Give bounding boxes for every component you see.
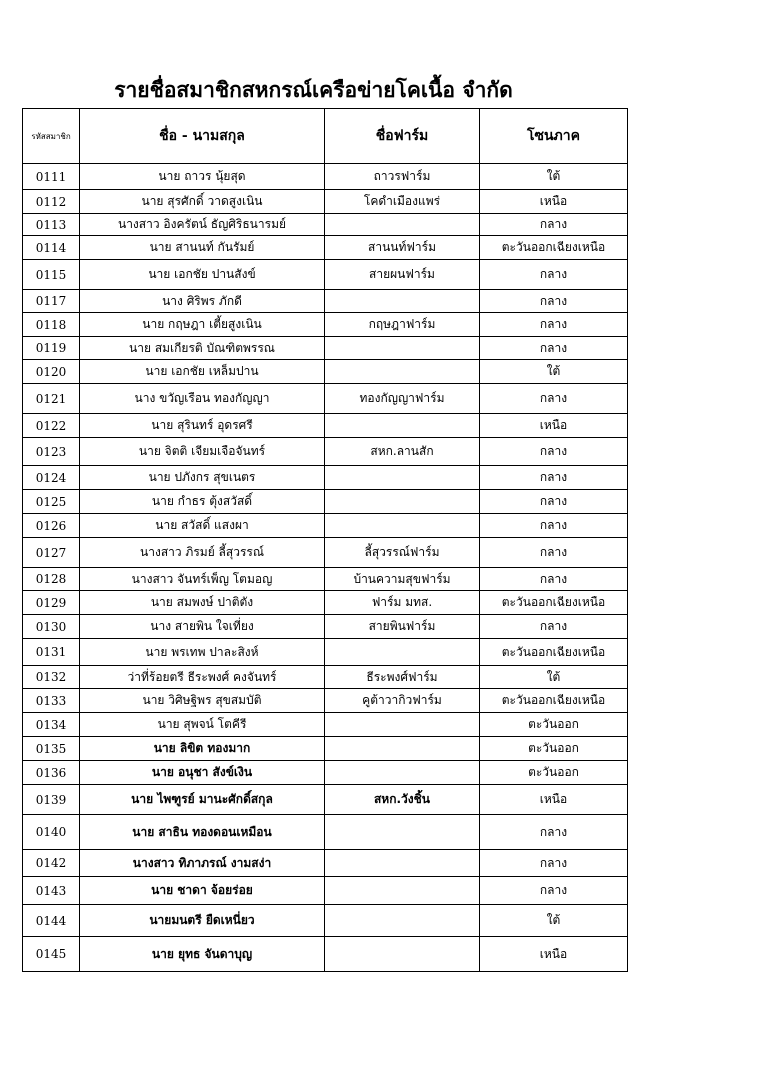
cell-zone: กลาง xyxy=(480,214,628,236)
table-row xyxy=(23,236,628,260)
cell-farm: สหก.วังชิ้น xyxy=(325,785,480,815)
cell-zone: ตะวันออก xyxy=(480,761,628,785)
cell-id: 0129 xyxy=(23,591,80,615)
cell-name: นาง ขวัญเรือน ทองกัญญา xyxy=(80,384,325,414)
cell-farm xyxy=(325,937,480,972)
cell-id: 0132 xyxy=(23,666,80,689)
cell-farm: โคดำเมืองแพร่ xyxy=(325,190,480,214)
cell-zone: กลาง xyxy=(480,384,628,414)
member-table xyxy=(22,108,628,972)
cell-farm xyxy=(325,290,480,313)
table-row xyxy=(23,360,628,384)
cell-farm xyxy=(325,514,480,538)
cell-id: 0144 xyxy=(23,905,80,937)
cell-name: นาง สายพิน ใจเที่ยง xyxy=(80,615,325,639)
cell-farm: คูต้าวากิวฟาร์ม xyxy=(325,689,480,713)
cell-name: นาย ปภังกร สุขเนตร xyxy=(80,466,325,490)
cell-id: 0118 xyxy=(23,313,80,337)
document-title: รายชื่อสมาชิกสหกรณ์เครือข่ายโคเนื้อ จำกัด xyxy=(114,78,513,102)
cell-id: 0127 xyxy=(23,538,80,568)
cell-farm: สานนท์ฟาร์ม xyxy=(325,236,480,260)
cell-zone: กลาง xyxy=(480,337,628,360)
table-row xyxy=(23,538,628,568)
cell-id: 0126 xyxy=(23,514,80,538)
cell-id: 0128 xyxy=(23,568,80,591)
cell-name: นาย เอกชัย เหล็มปาน xyxy=(80,360,325,384)
cell-id: 0142 xyxy=(23,850,80,877)
column-header-id: รหัสสมาชิก xyxy=(23,109,80,164)
cell-name: นาย ชาดา จ้อยร่อย xyxy=(80,877,325,905)
table-row xyxy=(23,490,628,514)
cell-farm xyxy=(325,713,480,737)
cell-name: นาย สวัสดิ์ แสงผา xyxy=(80,514,325,538)
cell-name: นาย สมพงษ์ ปาติตัง xyxy=(80,591,325,615)
cell-id: 0133 xyxy=(23,689,80,713)
cell-name: นาย จิตติ เจียมเจือจันทร์ xyxy=(80,438,325,466)
cell-id: 0124 xyxy=(23,466,80,490)
cell-name: นาย ยุทธ จันดาบุญ xyxy=(80,937,325,972)
cell-farm: ธีระพงศ์ฟาร์ม xyxy=(325,666,480,689)
cell-farm xyxy=(325,466,480,490)
cell-zone: ตะวันออกเฉียงเหนือ xyxy=(480,639,628,666)
cell-id: 0145 xyxy=(23,937,80,972)
cell-id: 0123 xyxy=(23,438,80,466)
cell-zone: กลาง xyxy=(480,538,628,568)
cell-zone: กลาง xyxy=(480,313,628,337)
cell-name: นาย พรเทพ ปาละสิงห์ xyxy=(80,639,325,666)
cell-farm xyxy=(325,905,480,937)
cell-farm: กฤษฎาฟาร์ม xyxy=(325,313,480,337)
cell-zone: ใต้ xyxy=(480,666,628,689)
cell-zone: เหนือ xyxy=(480,785,628,815)
cell-zone: ใต้ xyxy=(480,905,628,937)
cell-id: 0119 xyxy=(23,337,80,360)
table-row xyxy=(23,466,628,490)
cell-name: นาย สุรินทร์ อุดรศรี xyxy=(80,414,325,438)
table-row xyxy=(23,214,628,236)
cell-id: 0143 xyxy=(23,877,80,905)
column-header-zone: โซนภาค xyxy=(480,109,628,164)
table-row xyxy=(23,438,628,466)
cell-farm: ทองกัญญาฟาร์ม xyxy=(325,384,480,414)
cell-id: 0117 xyxy=(23,290,80,313)
cell-farm xyxy=(325,337,480,360)
cell-farm xyxy=(325,737,480,761)
table-row xyxy=(23,313,628,337)
cell-zone: กลาง xyxy=(480,290,628,313)
cell-id: 0122 xyxy=(23,414,80,438)
table-row xyxy=(23,568,628,591)
table-row xyxy=(23,639,628,666)
cell-id: 0135 xyxy=(23,737,80,761)
cell-name: นางสาว จันทร์เพ็ญ โตมอญ xyxy=(80,568,325,591)
cell-id: 0112 xyxy=(23,190,80,214)
cell-name: ว่าที่ร้อยตรี ธีระพงศ์ คงจันทร์ xyxy=(80,666,325,689)
cell-zone: เหนือ xyxy=(480,937,628,972)
cell-id: 0136 xyxy=(23,761,80,785)
cell-zone: กลาง xyxy=(480,615,628,639)
cell-farm xyxy=(325,414,480,438)
cell-zone: เหนือ xyxy=(480,414,628,438)
cell-zone: กลาง xyxy=(480,260,628,290)
table-row xyxy=(23,260,628,290)
cell-name: นาย กฤษฎา เตี้ยสูงเนิน xyxy=(80,313,325,337)
cell-farm xyxy=(325,360,480,384)
cell-name: นาง ศิริพร ภักดี xyxy=(80,290,325,313)
member-rows xyxy=(23,164,628,972)
table-row xyxy=(23,877,628,905)
cell-farm xyxy=(325,214,480,236)
table-row xyxy=(23,850,628,877)
cell-zone: ตะวันออก xyxy=(480,713,628,737)
table-row xyxy=(23,414,628,438)
table-row xyxy=(23,815,628,850)
cell-zone: เหนือ xyxy=(480,190,628,214)
table-row xyxy=(23,615,628,639)
cell-id: 0125 xyxy=(23,490,80,514)
column-header-name: ชื่อ - นามสกุล xyxy=(80,109,325,164)
header-row xyxy=(23,109,628,164)
cell-name: นาย ลิขิต ทองมาก xyxy=(80,737,325,761)
cell-id: 0113 xyxy=(23,214,80,236)
cell-name: นาย วิศิษฐิพร สุขสมบัติ xyxy=(80,689,325,713)
table-row xyxy=(23,761,628,785)
cell-id: 0120 xyxy=(23,360,80,384)
cell-farm: ลี้สุวรรณ์ฟาร์ม xyxy=(325,538,480,568)
cell-zone: กลาง xyxy=(480,815,628,850)
cell-farm: ถาวรฟาร์ม xyxy=(325,164,480,190)
cell-zone: กลาง xyxy=(480,877,628,905)
cell-name: นาย อนุชา สังข์เงิน xyxy=(80,761,325,785)
cell-farm: ฟาร์ม มทส. xyxy=(325,591,480,615)
cell-zone: กลาง xyxy=(480,466,628,490)
cell-farm xyxy=(325,877,480,905)
cell-zone: ตะวันออกเฉียงเหนือ xyxy=(480,236,628,260)
cell-name: นาย สุรศักดิ์ วาดสูงเนิน xyxy=(80,190,325,214)
cell-zone: ตะวันออก xyxy=(480,737,628,761)
cell-name: นางสาว อิงครัตน์ ธัญศิริธนารมย์ xyxy=(80,214,325,236)
cell-farm xyxy=(325,761,480,785)
cell-zone: ใต้ xyxy=(480,164,628,190)
cell-zone: กลาง xyxy=(480,850,628,877)
cell-farm xyxy=(325,850,480,877)
cell-id: 0111 xyxy=(23,164,80,190)
table-row xyxy=(23,190,628,214)
column-header-farm: ชื่อฟาร์ม xyxy=(325,109,480,164)
cell-name: นางสาว ภิรมย์ ลี้สุวรรณ์ xyxy=(80,538,325,568)
cell-zone: ตะวันออกเฉียงเหนือ xyxy=(480,591,628,615)
cell-zone: ใต้ xyxy=(480,360,628,384)
table-row xyxy=(23,737,628,761)
cell-name: นางสาว ทิภาภรณ์ งามสง่า xyxy=(80,850,325,877)
cell-id: 0114 xyxy=(23,236,80,260)
cell-id: 0115 xyxy=(23,260,80,290)
table-row xyxy=(23,164,628,190)
cell-id: 0134 xyxy=(23,713,80,737)
cell-farm: สายผนฟาร์ม xyxy=(325,260,480,290)
cell-name: นาย ถาวร นุ้ยสุด xyxy=(80,164,325,190)
cell-zone: ตะวันออกเฉียงเหนือ xyxy=(480,689,628,713)
cell-id: 0130 xyxy=(23,615,80,639)
cell-name: นาย ไพฑูรย์ มานะศักดิ์สกุล xyxy=(80,785,325,815)
cell-id: 0131 xyxy=(23,639,80,666)
table-row xyxy=(23,713,628,737)
table-row xyxy=(23,689,628,713)
table-row xyxy=(23,337,628,360)
cell-name: นาย สานนท์ กันรัมย์ xyxy=(80,236,325,260)
table-row xyxy=(23,785,628,815)
cell-zone: กลาง xyxy=(480,568,628,591)
cell-farm xyxy=(325,490,480,514)
table-row xyxy=(23,384,628,414)
cell-id: 0121 xyxy=(23,384,80,414)
table-row xyxy=(23,905,628,937)
cell-farm xyxy=(325,639,480,666)
table-row xyxy=(23,666,628,689)
cell-id: 0139 xyxy=(23,785,80,815)
cell-id: 0140 xyxy=(23,815,80,850)
table-row xyxy=(23,514,628,538)
cell-name: นาย สาธิน ทองดอนเหมือน xyxy=(80,815,325,850)
cell-farm: สายพินฟาร์ม xyxy=(325,615,480,639)
cell-name: นาย สุพจน์ โตคีรี xyxy=(80,713,325,737)
cell-name: นายมนตรี ยืดเหนี่ยว xyxy=(80,905,325,937)
cell-name: นาย เอกชัย ปานสังข์ xyxy=(80,260,325,290)
cell-zone: กลาง xyxy=(480,438,628,466)
cell-farm: สหก.ลานสัก xyxy=(325,438,480,466)
table-row xyxy=(23,290,628,313)
cell-farm xyxy=(325,815,480,850)
cell-zone: กลาง xyxy=(480,490,628,514)
table-row xyxy=(23,591,628,615)
cell-farm: บ้านความสุขฟาร์ม xyxy=(325,568,480,591)
cell-name: นาย สมเกียรติ บัณฑิตพรรณ xyxy=(80,337,325,360)
cell-name: นาย กำธร ตุ้งสวัสดิ์ xyxy=(80,490,325,514)
table-row xyxy=(23,937,628,972)
cell-zone: กลาง xyxy=(480,514,628,538)
